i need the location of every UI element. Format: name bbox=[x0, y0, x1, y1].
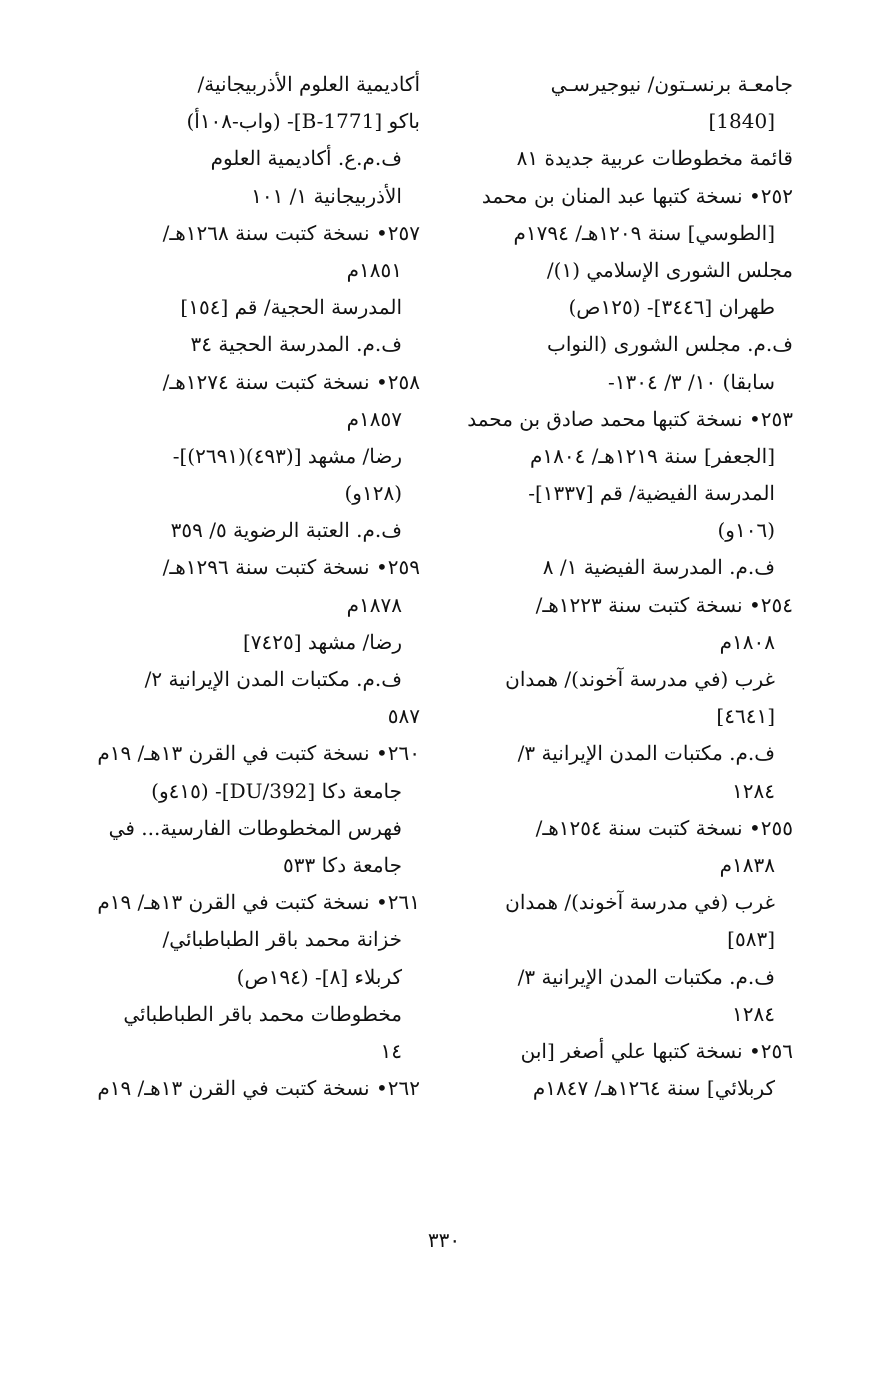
left-column-line: ١٤ bbox=[380, 1038, 402, 1063]
left-column-line: ١٨٧٨م bbox=[346, 592, 402, 617]
right-column-line: ف.م. المدرسة الفيضية ١/ ٨ bbox=[542, 555, 775, 580]
left-column-line: ٢٥٨• نسخة كتبت سنة ١٢٧٤هـ/ bbox=[162, 369, 420, 394]
right-column-line: كربلائي] سنة ١٢٦٤هـ/ ١٨٤٧م bbox=[532, 1076, 775, 1101]
left-column-line: ٥٨٧ bbox=[387, 704, 420, 729]
right-column-line: [1840] bbox=[708, 109, 775, 134]
left-column-line: ٢٥٩• نسخة كتبت سنة ١٢٩٦هـ/ bbox=[162, 555, 420, 580]
right-column-line: ٢٥٢• نسخة كتبها عبد المنان بن محمد bbox=[481, 183, 793, 208]
left-column-line: ٢٥٧• نسخة كتبت سنة ١٢٦٨هـ/ bbox=[162, 220, 420, 245]
right-column-line: ١٨٠٨م bbox=[719, 629, 775, 654]
right-column-line: [٥٨٣] bbox=[727, 927, 775, 952]
right-column-line: غرب (في مدرسة آخوند)/ همدان bbox=[505, 667, 775, 691]
left-column-line: جامعة دكا [DU/392]- (٤١٥و) bbox=[151, 778, 402, 803]
left-column-line: باكو [B-1771]- (واب-١٠٨أ) bbox=[186, 109, 420, 134]
left-column-line: كربلاء [٨]- (١٩٤ص) bbox=[236, 964, 402, 989]
left-column-line: ١٨٥٧م bbox=[346, 406, 402, 431]
left-column-line: فهرس المخطوطات الفارسية... في bbox=[108, 815, 402, 840]
right-column-line: سابقا) ١٠/ ٣/ ١٣٠٤- bbox=[608, 369, 775, 394]
left-column-line: ٢٦٠• نسخة كتبت في القرن ١٣هـ/ ١٩م bbox=[97, 741, 420, 766]
right-column-line: [الطوسي] سنة ١٢٠٩هـ/ ١٧٩٤م bbox=[513, 220, 775, 245]
right-column-line: مجلس الشورى الإسلامي (١)/ bbox=[546, 257, 793, 282]
left-column-line: رضا/ مشهد [(٤٩٣)(٢٦٩١)]- bbox=[172, 443, 402, 468]
right-column-line: ٢٥٣• نسخة كتبها محمد صادق بن محمد bbox=[467, 406, 793, 431]
right-column-line: ف.م. مكتبات المدن الإيرانية ٣/ bbox=[517, 964, 775, 989]
left-column-line: جامعة دكا ٥٣٣ bbox=[282, 852, 402, 877]
left-column-line: ف.م. المدرسة الحجية ٣٤ bbox=[190, 332, 402, 357]
page-number: ٣٣٠ bbox=[427, 1228, 461, 1252]
left-column-line: ١٨٥١م bbox=[346, 257, 402, 282]
left-column bbox=[75, 66, 420, 1107]
right-column-line: ف.م. مكتبات المدن الإيرانية ٣/ bbox=[517, 741, 775, 766]
right-column-line: ٢٥٦• نسخة كتبها علي أصغر [ابن bbox=[520, 1038, 793, 1063]
left-column-line: ف.م. العتبة الرضوية ٥/ ٣٥٩ bbox=[170, 518, 402, 543]
right-column-line: ١٢٨٤ bbox=[732, 1001, 775, 1026]
left-column-line: الأذربيجانية ١/ ١٠١ bbox=[251, 183, 402, 208]
right-column-line: ٢٥٥• نسخة كتبت سنة ١٢٥٤هـ/ bbox=[535, 815, 793, 840]
right-column-line: طهران [٣٤٤٦]- (١٢٥ص) bbox=[568, 295, 775, 320]
right-column-line: جامعـة برنسـتون/ نيوجيرسـي bbox=[550, 72, 793, 96]
right-column-line: ٢٥٤• نسخة كتبت سنة ١٢٢٣هـ/ bbox=[535, 592, 793, 617]
left-column-line: مخطوطات محمد باقر الطباطبائي bbox=[123, 1001, 402, 1026]
right-column-line: قائمة مخطوطات عربية جديدة ٨١ bbox=[516, 146, 793, 171]
left-column-line: خزانة محمد باقر الطباطبائي/ bbox=[162, 927, 402, 952]
left-column-line: ف.م.ع. أكاديمية العلوم bbox=[210, 146, 402, 171]
left-column-line: رضا/ مشهد [٧٤٢٥] bbox=[242, 629, 402, 654]
right-column-line: المدرسة الفيضية/ قم [١٣٣٧]- bbox=[528, 481, 775, 506]
right-column-line: [٤٦٤١] bbox=[716, 704, 775, 729]
right-column-line: ١٨٣٨م bbox=[719, 852, 775, 877]
right-column-line: ف.م. مجلس الشورى (النواب bbox=[547, 332, 793, 357]
right-column-line: (١٠٦و) bbox=[717, 518, 775, 543]
left-column-line: ٢٦٢• نسخة كتبت في القرن ١٣هـ/ ١٩م bbox=[97, 1076, 420, 1101]
right-column-line: [الجعفر] سنة ١٢١٩هـ/ ١٨٠٤م bbox=[529, 443, 775, 468]
left-column-line: أكاديمية العلوم الأذربيجانية/ bbox=[197, 72, 420, 96]
left-column-line: (١٢٨و) bbox=[344, 481, 402, 506]
left-column-line: المدرسة الحجية/ قم [١٥٤] bbox=[180, 295, 402, 320]
right-column-line: غرب (في مدرسة آخوند)/ همدان bbox=[505, 890, 775, 915]
right-column-line: ١٢٨٤ bbox=[732, 778, 775, 803]
left-column-line: ٢٦١• نسخة كتبت في القرن ١٣هـ/ ١٩م bbox=[97, 890, 420, 915]
left-column-line: ف.م. مكتبات المدن الإيرانية ٢/ bbox=[144, 667, 402, 691]
right-column bbox=[453, 66, 793, 1107]
